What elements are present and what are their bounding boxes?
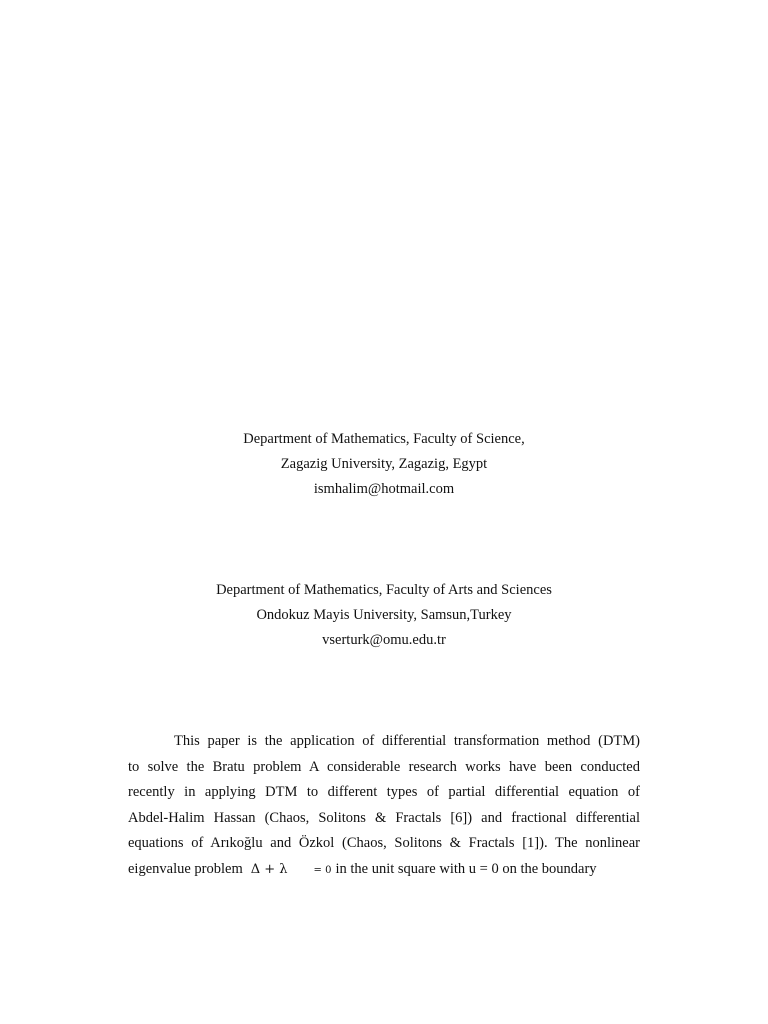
abstract-line: equations of Arıkoğlu and Özkol (Chaos, Solitons & Fractals [1]). The nonlinear	[128, 835, 640, 851]
abstract-last-line-start: eigenvalue problem	[128, 860, 243, 877]
affiliation-1-email: ismhalim@hotmail.com	[313, 481, 455, 497]
abstract-line: This paper is the application of differential transformation method (DTM)	[174, 733, 640, 749]
abstract-line: Abdel-Halim Hassan (Chaos, Solitons & Fractals [6]) and fractional differential	[128, 809, 640, 826]
bratu-equation	[251, 857, 332, 884]
abstract-paragraph	[128, 729, 640, 883]
abstract-last-line	[128, 857, 640, 884]
author-affiliation-1	[0, 427, 768, 502]
equation-lhs: Δ + λ	[250, 861, 288, 877]
affiliation-2-university: Ondokuz Mayis University, Samsun,Turkey	[256, 607, 512, 623]
equation-rhs: = 0	[313, 864, 332, 876]
abstract-last-line-end: in the unit square with u = 0 on the boundary	[335, 860, 597, 877]
abstract-line: recently in applying DTM to different types of partial differential equation of	[128, 784, 640, 800]
affiliation-2-email: vserturk@omu.edu.tr	[322, 632, 446, 648]
affiliation-2-department: Department of Mathematics, Faculty of Arts and Sciences	[216, 582, 552, 598]
affiliation-1-university: Zagazig University, Zagazig, Egypt	[280, 456, 488, 472]
author-affiliation-2	[0, 578, 768, 653]
abstract-line: to solve the Bratu problem A considerable research works have been conducted	[128, 758, 640, 775]
affiliation-1-department: Department of Mathematics, Faculty of Science,	[243, 431, 525, 447]
